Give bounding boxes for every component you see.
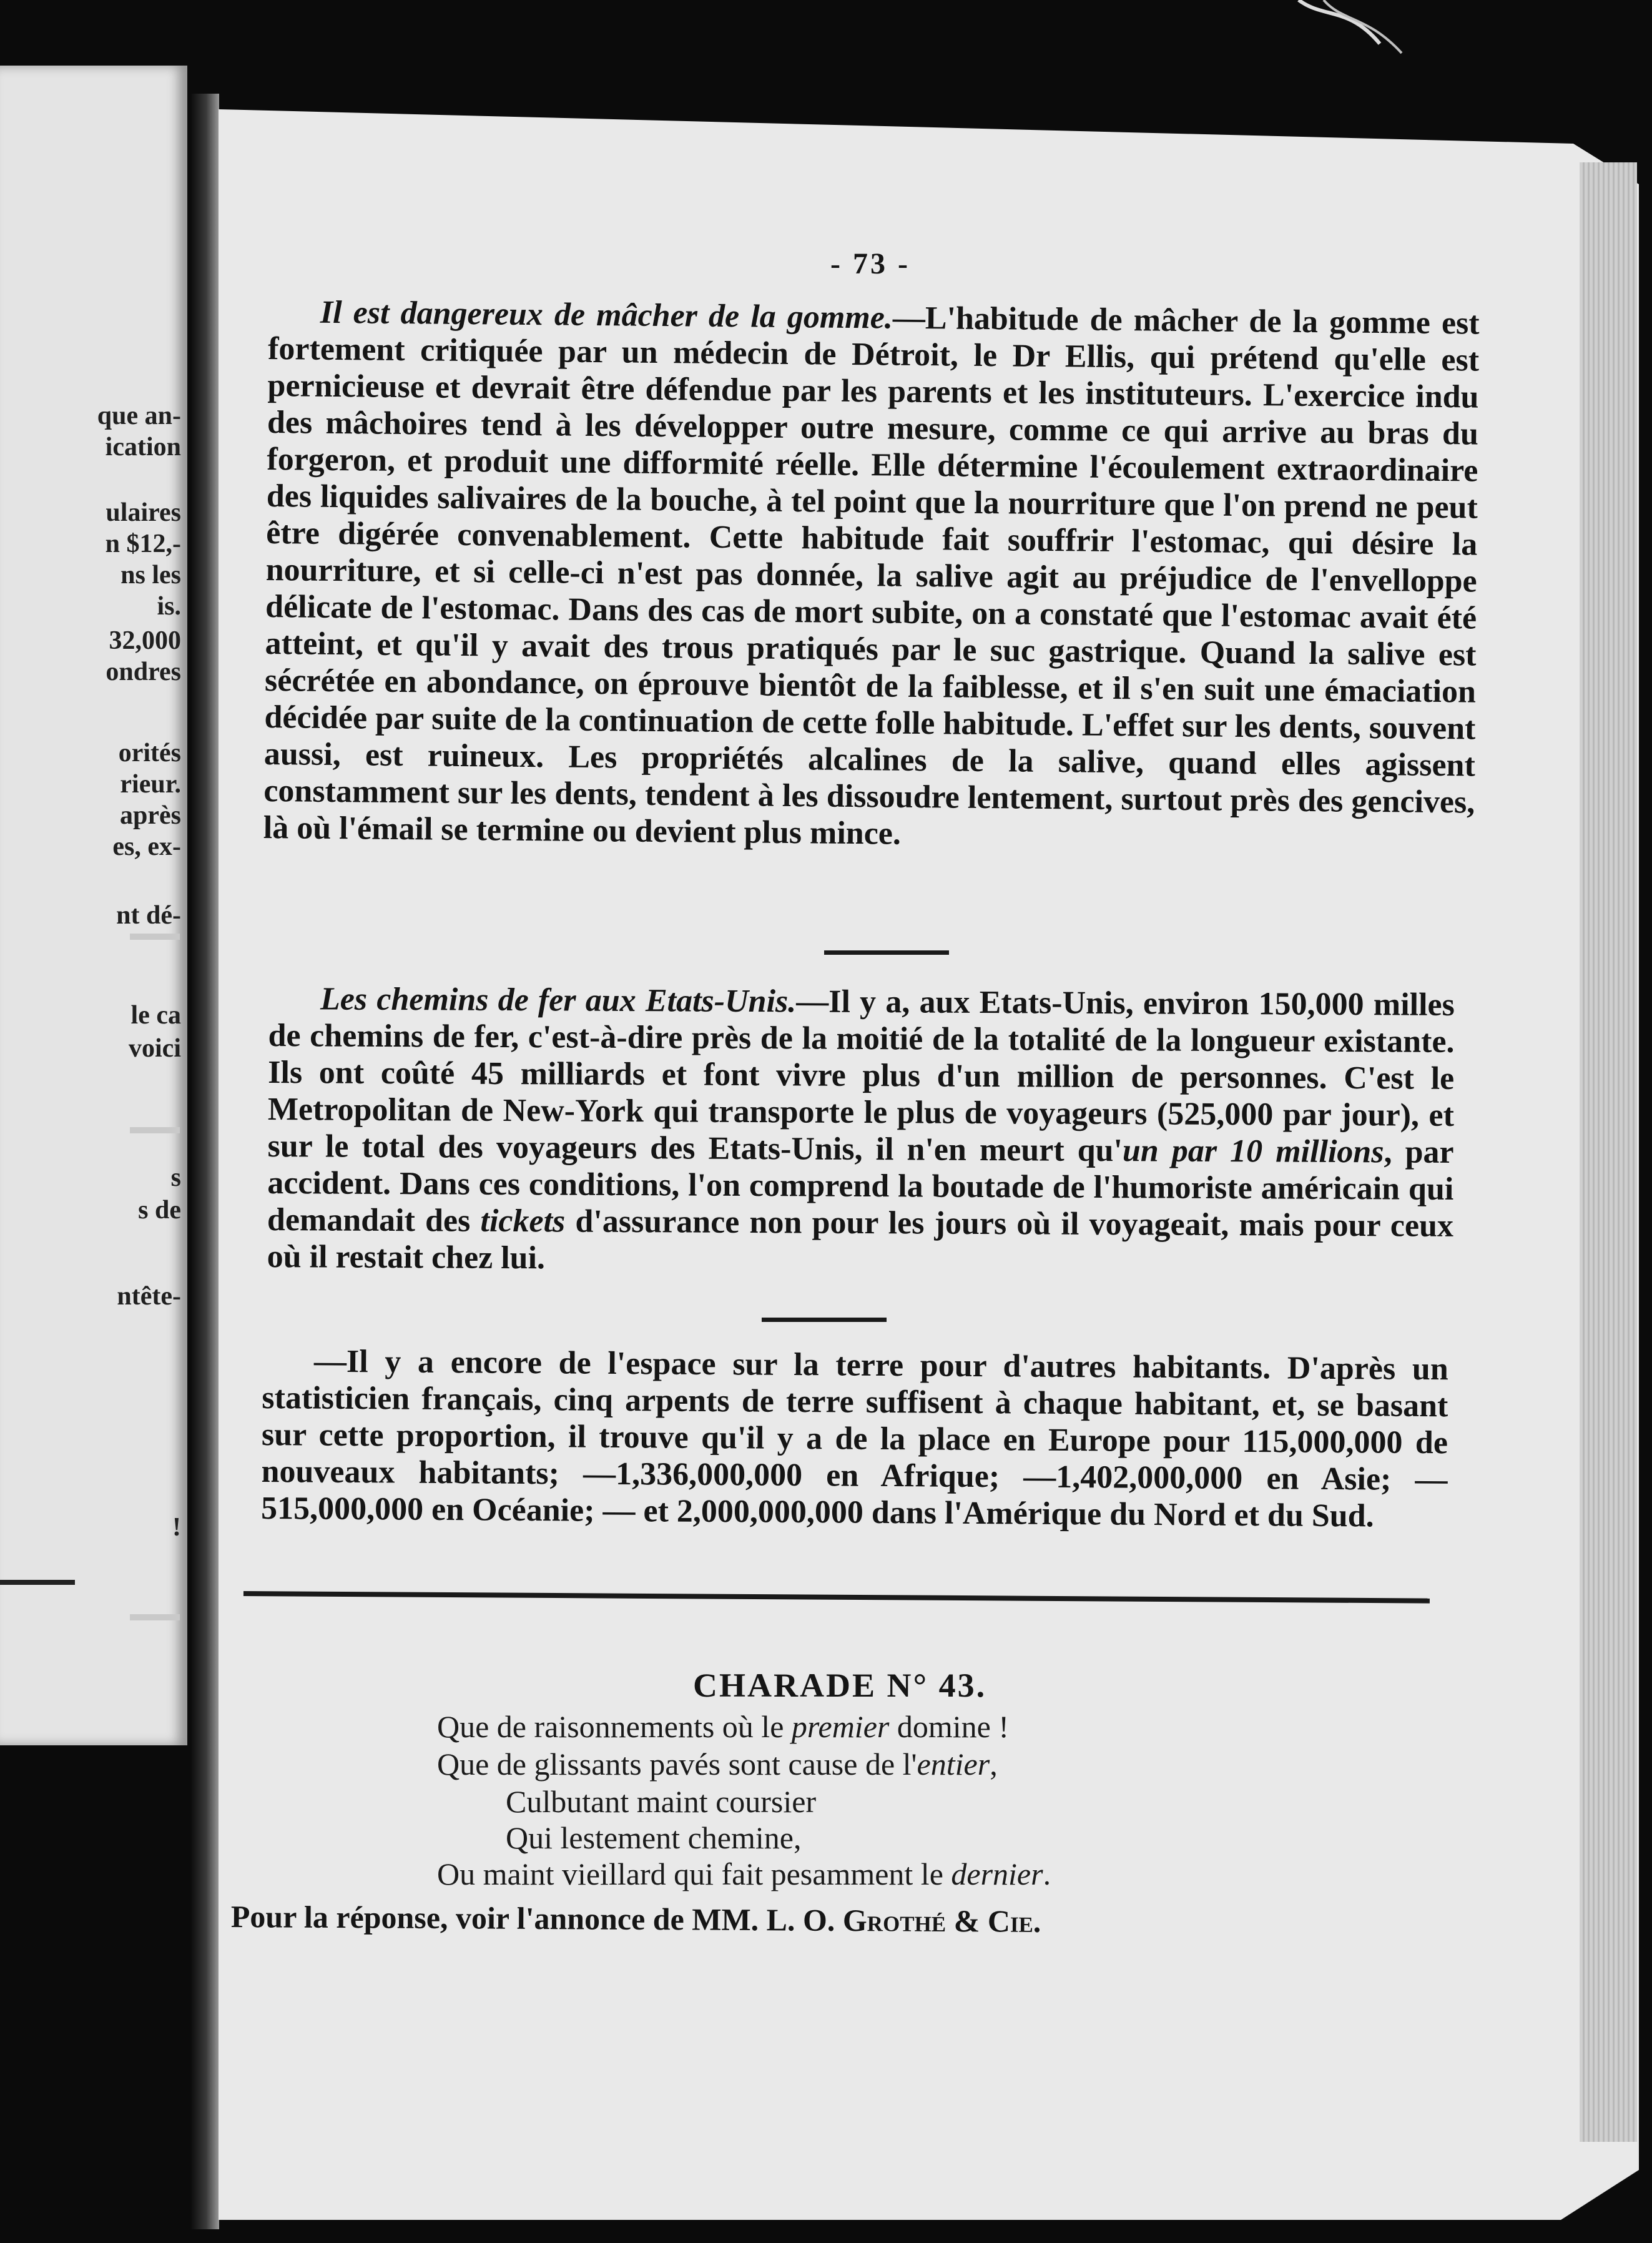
verse-text: , <box>990 1747 998 1782</box>
charade-verse: Qui lestement chemine, <box>506 1820 802 1855</box>
left-page-fragment: is. <box>157 592 181 621</box>
left-page-fragment: ondres <box>106 658 181 686</box>
bleed-through-mark <box>130 934 180 940</box>
loose-thread-decoration <box>1286 0 1411 56</box>
article-body: —Il y a, aux Etats-Unis, environ 150,000 milles de chemins de fer, c'est-à-dire près de la moitié de la totalité de la longueur existante. Ils ont coûté 45 milliards et font vivre plus d'un million de personnes. C'est le Metropolitan de New-York qui transporte le plus de voyageurs (525,000 par jour), et sur le total des voyageurs des Etats-Unis, il n'en meurt qu' <box>267 983 1455 1169</box>
verse-text: Que de glissants pavés sont cause de l' <box>437 1747 917 1782</box>
verse-text: Que de raisonnements où le <box>437 1709 792 1744</box>
charade-verse <box>437 1748 998 1780</box>
left-page-fragment: ication <box>105 433 181 461</box>
article-railways <box>267 980 1455 1281</box>
left-page-fragment: s de <box>138 1196 181 1225</box>
left-page-fragment: s <box>170 1163 181 1192</box>
left-page-fragment: 32,000 <box>109 626 181 655</box>
charade-verse <box>437 1711 1009 1742</box>
charade-verse: Culbutant maint coursier <box>506 1784 817 1819</box>
left-page-fragment: ! <box>172 1513 181 1542</box>
left-page-fragment: après <box>120 801 181 830</box>
article-body: d'assurance non pour les jours où il voyageait, mais pour ceux où il restait chez lui. <box>267 1203 1454 1276</box>
article-emphasis: un par 10 millions <box>1122 1133 1384 1170</box>
charade-title: CHARADE N° 43. <box>693 1667 987 1704</box>
bleed-through-mark <box>130 1614 180 1620</box>
article-chewing-gum <box>263 293 1480 858</box>
page-stack-edge <box>1580 162 1637 2142</box>
book-binding-gutter <box>190 94 219 2229</box>
left-page-fragment: voici <box>129 1034 181 1063</box>
left-page-fragment: ntête- <box>117 1282 181 1311</box>
article-body: —Il y a encore de l'espace sur la terre pour d'autres habitants. D'après un statisticien français, cinq arpents de terre suffisent à chaque habitant, et, se basant sur cette proportion, il trouve qu'il y a de la place en Europe pour 115,000,000 de nouveaux habitants; —1,336,000,000 en Afrique; —1,402,000,000 en Asie; —515,000,000 en Océanie; — et 2,000,000,000 dans l'Amérique du Nord et du Sud. <box>260 1343 1448 1534</box>
verse-text: . <box>1043 1856 1051 1891</box>
article-heading: Il est dangereux de mâcher de la gomme. <box>320 294 893 336</box>
answer-text: Pour la réponse, voir l'annonce de MM. L. O. <box>230 1899 843 1938</box>
article-earth-space <box>261 1343 1448 1535</box>
verse-emphasis: entier <box>917 1747 990 1782</box>
left-page-rule <box>0 1580 75 1585</box>
left-page-fragment: n $12,- <box>105 530 181 558</box>
article-emphasis: tickets <box>480 1203 566 1240</box>
left-page-fragment: que an- <box>97 402 181 430</box>
section-divider <box>762 1318 887 1322</box>
charade-answer-note <box>231 1898 1041 1940</box>
left-page-fragment: ns les <box>120 561 181 589</box>
verse-text: Ou maint vieillard qui fait pesamment le <box>437 1856 951 1891</box>
left-page-edge <box>0 66 187 1745</box>
charade-verse <box>437 1858 1051 1890</box>
left-page-fragment: nt dé- <box>116 901 181 930</box>
article-heading: Les chemins de fer aux Etats-Unis. <box>320 981 797 1020</box>
page-number: - 73 - <box>830 247 910 280</box>
article-body: —L'habitude de mâcher de la gomme est fortement critiquée par un médecin de Détroit, le Dr Ellis, qui prétend qu'elle est pernicieuse et devrait être défendue par les parents et les instituteurs. L'exercice indu des mâchoires tend à les développer outre mesure, comme ce qui arrive au bras du forgeron, et produit une difformité réelle. Elle détermine l'écoulement extraordinaire des liquides salivaires de la bouche, à tel point que la nourriture que l'on prend ne peut être digérée convenablement. Cette habitude fait souffrir l'estomac, qui désire la nourriture, et si celle-ci n'est pas donnée, la salive agit au préjudice de l'envelloppe délicate de l'estomac. Dans des cas de mort subite, on a constaté que l'estomac avait été atteint, et qu'il y avait des trous pratiqués par le suc gastrique. Quand la salive est sécrétée en abondance, on éprouve bientôt de la faiblesse, et il s'en suit une émaciation décidée par suite de la continuation de cette folle habitude. L'effet sur les dents, souvent aussi, est ruineux. Les propriétés alcalines de la salive, quand elles agissent constamment sur les dents, tendent à les dissoudre lentement, surtout près des gencives, là où l'émail se termine ou devient plus mince. <box>263 300 1480 852</box>
verse-emphasis: premier <box>791 1709 890 1744</box>
article-body: , par accident. Dans ces conditions, l'on comprend la boutade de l'humoriste américain qui demandait des <box>267 1134 1454 1239</box>
left-page-fragment: le ca <box>130 1001 181 1030</box>
left-page-fragment: ulaires <box>106 498 181 527</box>
left-page-fragment: es, ex- <box>112 832 181 861</box>
answer-company-name: Grothé & Cie. <box>842 1902 1041 1939</box>
verse-emphasis: dernier <box>951 1856 1043 1891</box>
bleed-through-mark <box>130 1127 180 1133</box>
section-divider <box>824 950 949 955</box>
left-page-fragment: orités <box>118 739 181 767</box>
left-page-fragment: rieur. <box>120 770 181 799</box>
verse-text: domine ! <box>889 1709 1009 1744</box>
